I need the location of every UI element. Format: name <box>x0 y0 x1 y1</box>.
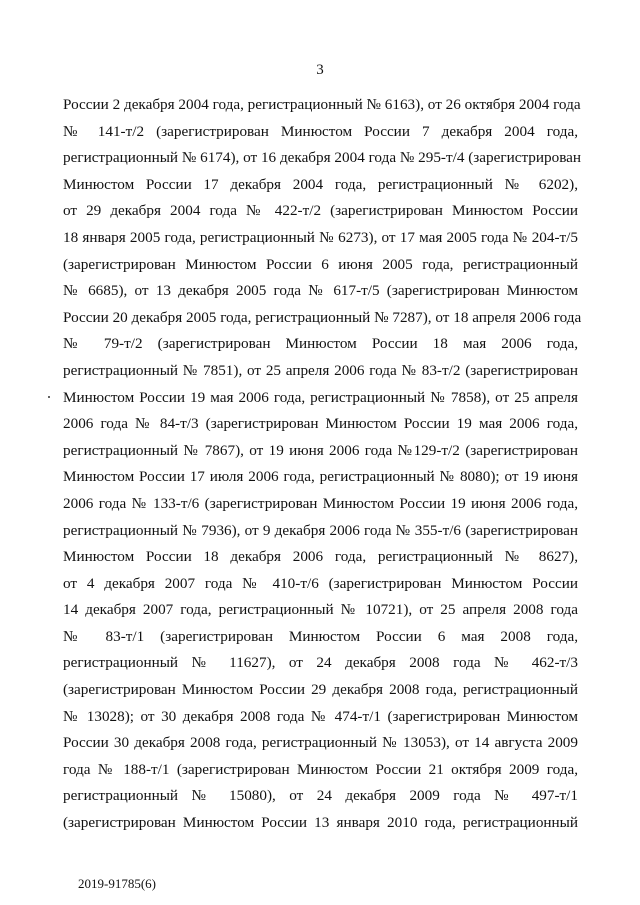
body-line: № 13028); от 30 декабря 2008 года № 474-т/1 (зарегистрирован Минюстом <box>63 707 578 725</box>
body-line: регистрационный № 6174), от 16 декабря 2004 года № 295-т/4 (зарегистрирован <box>63 149 582 167</box>
body-line: регистрационный № 7936), от 9 декабря 2006 года № 355-т/6 (зарегистрирован <box>63 521 578 539</box>
body-line: № 83-т/1 (зарегистрирован Минюстом России 6 мая 2008 года, <box>63 627 578 645</box>
body-line: (зарегистрирован Минюстом России 13 января 2010 года, регистрационный <box>63 814 578 832</box>
body-line: 2006 года № 84-т/3 (зарегистрирован Минюстом России 19 мая 2006 года, <box>63 415 578 433</box>
page-number: 3 <box>316 62 324 78</box>
body-line: регистрационный № 11627), от 24 декабря 2008 года № 462-т/3 <box>63 654 578 672</box>
body-line: России 2 декабря 2004 года, регистрационный № 6163), от 26 октября 2004 года <box>63 96 581 113</box>
body-line: регистрационный № 15080), от 24 декабря 2009 года № 497-т/1 <box>63 787 578 805</box>
body-line: № 6685), от 13 декабря 2005 года № 617-т/5 (зарегистрирован Минюстом <box>63 282 578 300</box>
body-line: (зарегистрирован Минюстом России 6 июня 2005 года, регистрационный <box>63 255 578 273</box>
body-line: 18 января 2005 года, регистрационный № 6273), от 17 мая 2005 года № 204-т/5 <box>63 228 578 246</box>
body-line: от 29 декабря 2004 года № 422-т/2 (зарегистрирован Минюстом России <box>63 202 578 220</box>
document-footer-code: 2019-91785(6) <box>78 876 156 891</box>
body-line: Минюстом России 19 мая 2006 года, регистрационный № 7858), от 25 апреля <box>63 388 578 406</box>
body-line: Минюстом России 17 декабря 2004 года, регистрационный № 6202), <box>63 175 578 193</box>
scan-artifact-dot <box>48 396 50 398</box>
body-line: № 141-т/2 (зарегистрирован Минюстом России 7 декабря 2004 года, <box>63 122 578 140</box>
body-line: России 30 декабря 2008 года, регистрационный № 13053), от 14 августа 2009 <box>63 734 578 752</box>
body-line: России 20 декабря 2005 года, регистрационный № 7287), от 18 апреля 2006 года <box>63 308 582 326</box>
body-line: регистрационный № 7867), от 19 июня 2006 года №129-т/2 (зарегистрирован <box>63 441 578 459</box>
body-line: Минюстом России 17 июля 2006 года, регистрационный № 8080); от 19 июня <box>63 468 578 486</box>
document-body <box>63 92 582 837</box>
body-line: Минюстом России 18 декабря 2006 года, регистрационный № 8627), <box>63 548 578 566</box>
body-line: (зарегистрирован Минюстом России 29 декабря 2008 года, регистрационный <box>63 681 578 699</box>
body-line: от 4 декабря 2007 года № 410-т/6 (зарегистрирован Минюстом России <box>63 574 578 592</box>
body-line: 2006 года № 133-т/6 (зарегистрирован Минюстом России 19 июня 2006 года, <box>63 494 578 512</box>
body-line: № 79-т/2 (зарегистрирован Минюстом России 18 мая 2006 года, <box>63 335 578 353</box>
body-line: регистрационный № 7851), от 25 апреля 2006 года № 83-т/2 (зарегистрирован <box>63 361 578 379</box>
body-line: года № 188-т/1 (зарегистрирован Минюстом России 21 октября 2009 года, <box>63 760 578 778</box>
body-line: 14 декабря 2007 года, регистрационный № 10721), от 25 апреля 2008 года <box>63 601 578 619</box>
